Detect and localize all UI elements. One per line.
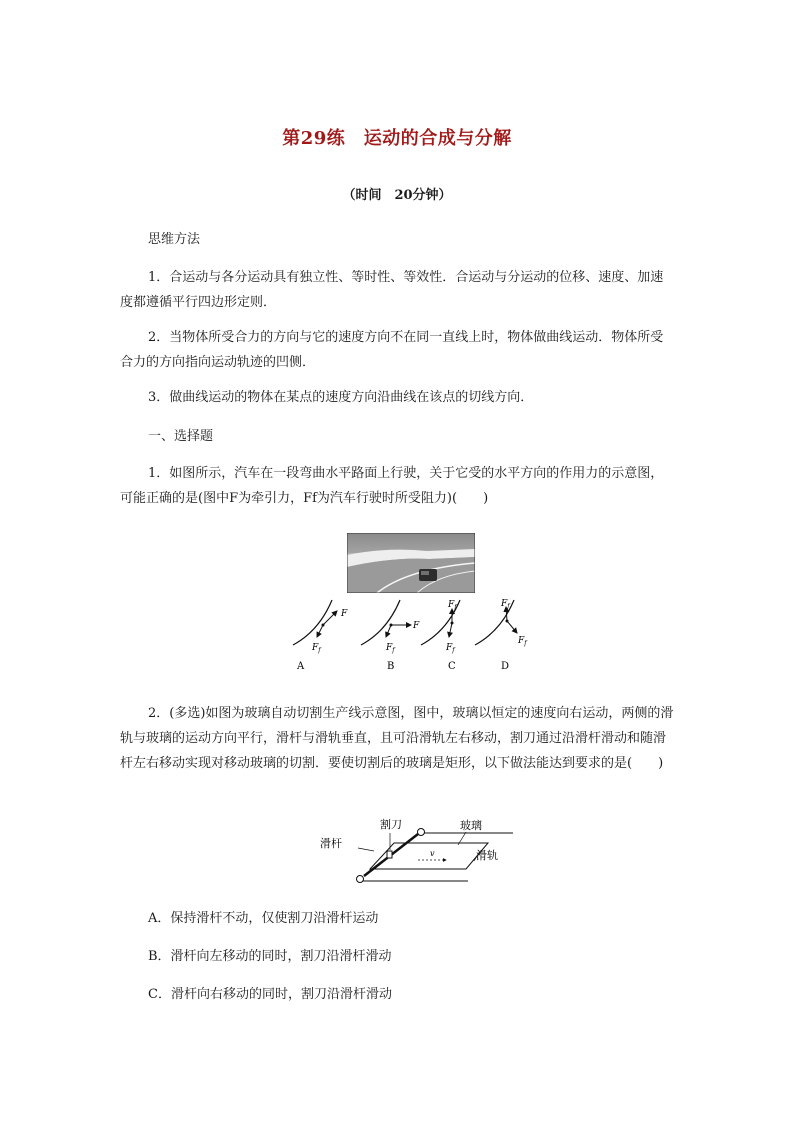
section-heading: 一、选择题 <box>148 429 214 444</box>
option-c-diagram <box>421 600 460 672</box>
option-d-diagram <box>475 599 528 672</box>
option-a-diagram <box>293 600 348 672</box>
question-2-text: 2．(多选)如图为玻璃自动切割生产线示意图，图中，玻璃以恒定的速度向右运动，两侧的滑轨与玻璃的运动方向平行，滑杆与滑轨垂直，且可沿滑轨左右移动，割刀通过沿滑杆滑动和随滑杆左右移动实现对移动玻璃的切割．要使切割后的玻璃是矩形，以下做法能达到要求的是( ) <box>120 706 674 771</box>
option-c: C．滑杆向右移动的同时，割刀沿滑杆滑动 <box>148 987 392 1002</box>
option-b: B．滑杆向左移动的同时，割刀沿滑杆滑动 <box>148 949 392 964</box>
method-heading: 思维方法 <box>148 232 201 247</box>
label-Ff-d-bottom: $F_f$ <box>518 636 527 647</box>
label-Ff-d-top: $F_f$ <box>501 599 510 610</box>
method-1: 1．合运动与各分运动具有独立性、等时性、等效性．合运动与分运动的位移、速度、加速度都遵循平行四边形定则． <box>120 270 664 310</box>
option-label-b: B <box>387 661 395 672</box>
label-Ff-c-top: $F_f$ <box>448 600 457 611</box>
option-label-c: C <box>448 661 456 672</box>
option-a: A．保持滑杆不动，仅使割刀沿滑杆运动 <box>148 911 379 926</box>
label-rod: 滑杆 <box>320 837 342 850</box>
option-label-a: A <box>297 661 305 672</box>
label-Ff-c-bottom: $F_f$ <box>446 643 455 654</box>
label-v: v <box>430 849 435 858</box>
label-rail: 滑轨 <box>476 849 498 862</box>
label-Ff-a: $F_f$ <box>312 643 321 654</box>
label-cutter: 割刀 <box>380 818 402 831</box>
force-diagrams <box>285 597 535 675</box>
label-glass: 玻璃 <box>460 819 482 832</box>
label-F-a: F <box>341 609 348 619</box>
car-road-photo <box>347 533 475 593</box>
method-3: 3．做曲线运动的物体在某点的速度方向沿曲线在该点的切线方向． <box>148 390 534 405</box>
option-b-diagram <box>361 600 420 672</box>
page-title: 第29练 运动的合成与分解 <box>282 128 512 149</box>
label-F-b: F <box>413 621 420 631</box>
question-1-text: 1．如图所示，汽车在一段弯曲水平路面上行驶，关于它受的水平方向的作用力的示意图，可能正确的是(图中F为牵引力，Ff为汽车行驶时所受阻力)( ) <box>120 466 664 506</box>
glass-cutting-diagram <box>318 815 518 887</box>
method-2: 2．当物体所受合力的方向与它的速度方向不在同一直线上时，物体做曲线运动．物体所受合力的方向指向运动轨迹的凹侧． <box>120 330 664 370</box>
time-limit: （时间 20分钟） <box>342 188 452 203</box>
label-Ff-b: $F_f$ <box>386 643 395 654</box>
option-label-d: D <box>501 661 510 672</box>
